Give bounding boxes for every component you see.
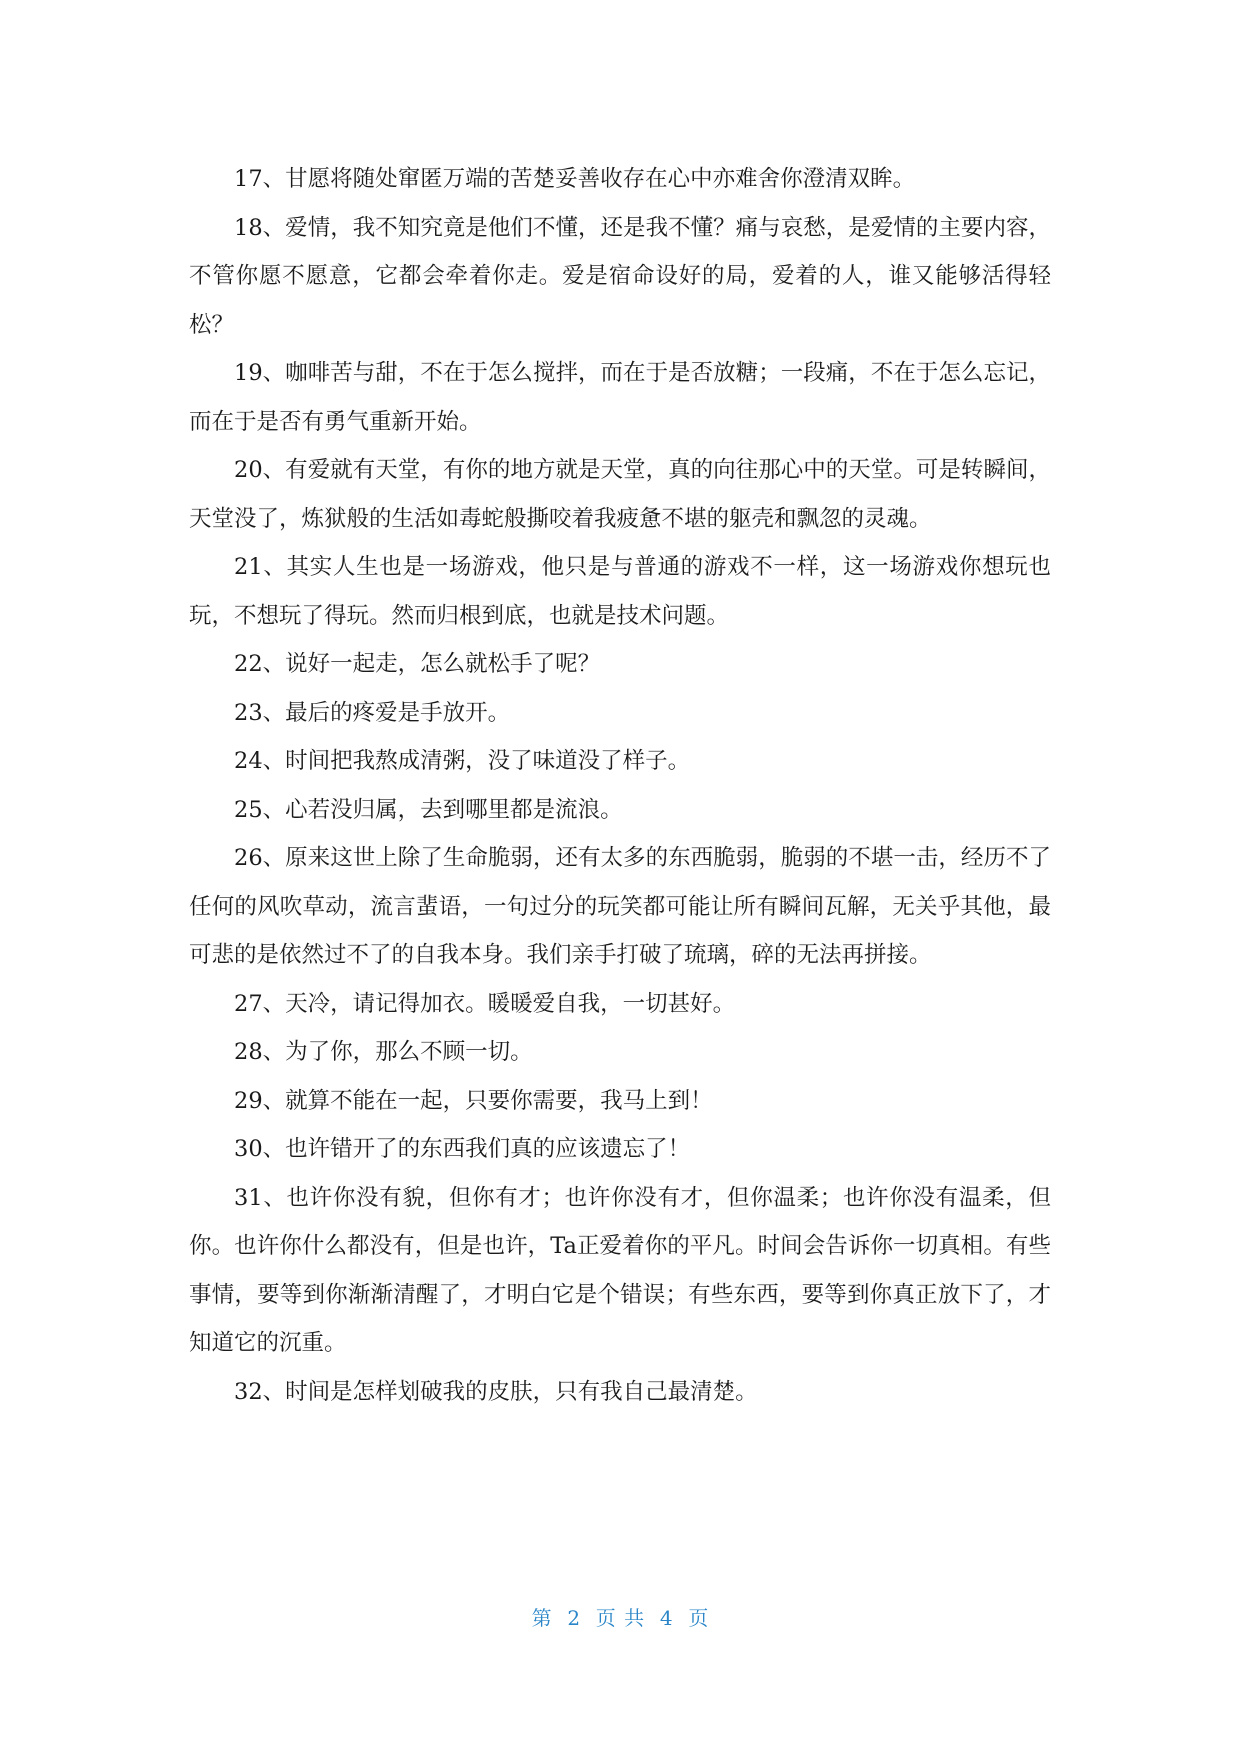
paragraph-22: 22、说好一起走，怎么就松手了呢？ bbox=[234, 651, 601, 677]
paragraph-25: 25、心若没归属，去到哪里都是流浪。 bbox=[234, 796, 623, 823]
page-number-footer bbox=[0, 1602, 1241, 1631]
paragraph-29: 29、就算不能在一起，只要你需要，我马上到！ bbox=[234, 1087, 713, 1114]
page-number-label: 第 2 页 共 4 页 bbox=[531, 1606, 710, 1630]
paragraph-21: 21、其实人生也是一场游戏，他只是与普通的游戏不一样，这一场游戏你想玩也玩，不想玩了得玩。然而归根到底，也就是技术问题。 bbox=[189, 554, 1051, 629]
document-body bbox=[189, 155, 1051, 1416]
paragraph-18: 18、爱情，我不知究竟是他们不懂，还是我不懂？痛与哀愁，是爱情的主要内容，不管你愿不愿意，它都会牵着你走。爱是宿命设好的局，爱着的人，谁又能够活得轻松？ bbox=[189, 214, 1051, 338]
paragraph-31: 31、也许你没有貌，但你有才；也许你没有才，但你温柔；也许你没有温柔，但你。也许你什么都没有，但是也许，Ta正爱着你的平凡。时间会告诉你一切真相。有些事情，要等到你渐渐清醒了，才明白它是个错误；有些东西，要等到你真正放下了，才知道它的沉重。 bbox=[189, 1184, 1051, 1356]
paragraph-24: 24、时间把我熬成清粥，没了味道没了样子。 bbox=[234, 748, 691, 774]
paragraph-20: 20、有爱就有天堂，有你的地方就是天堂，真的向往那心中的天堂。可是转瞬间，天堂没了，炼狱般的生活如毒蛇般撕咬着我疲惫不堪的躯壳和飘忽的灵魂。 bbox=[189, 457, 1051, 532]
paragraph-26: 26、原来这世上除了生命脆弱，还有太多的东西脆弱，脆弱的不堪一击，经历不了任何的风吹草动，流言蜚语，一句过分的玩笑都可能让所有瞬间瓦解，无关乎其他，最可悲的是依然过不了的自我本身。我们亲手打破了琉璃，碎的无法再拼接。 bbox=[189, 845, 1051, 968]
paragraph-30: 30、也许错开了的东西我们真的应该遗忘了！ bbox=[234, 1136, 691, 1162]
paragraph-19: 19、咖啡苦与甜，不在于怎么搅拌，而在于是否放糖；一段痛，不在于怎么忘记，而在于是否有勇气重新开始。 bbox=[189, 360, 1051, 435]
paragraph-28: 28、为了你，那么不顾一切。 bbox=[234, 1039, 533, 1065]
paragraph-27: 27、天冷，请记得加衣。暖暖爱自我，一切甚好。 bbox=[234, 990, 736, 1017]
paragraph-32: 32、时间是怎样划破我的皮肤，只有我自己最清楚。 bbox=[234, 1378, 758, 1405]
paragraph-17: 17、甘愿将随处窜匿万端的苦楚妥善收存在心中亦难舍你澄清双眸。 bbox=[234, 166, 916, 192]
paragraph-23: 23、最后的疼爱是手放开。 bbox=[234, 699, 511, 726]
